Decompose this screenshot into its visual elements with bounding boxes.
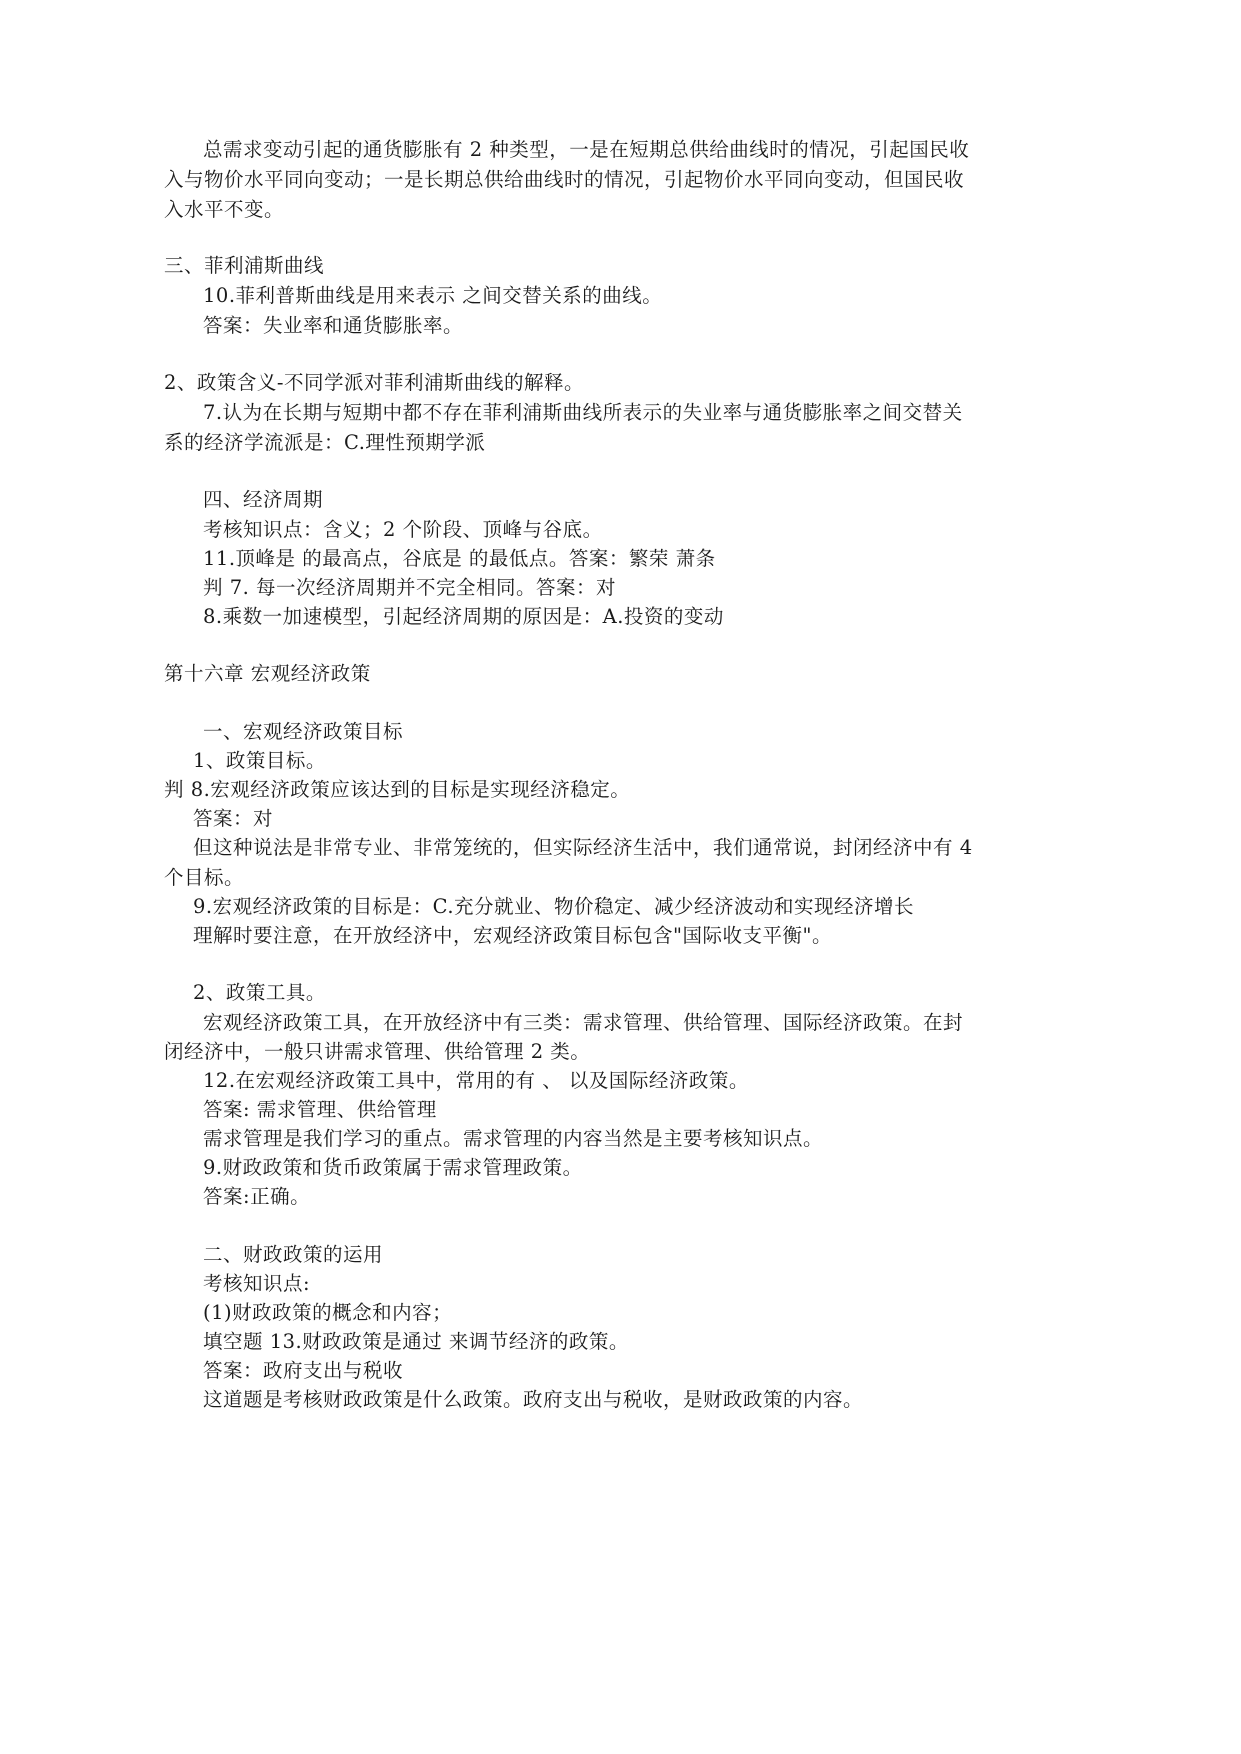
question-line: 11.顶峰是 的最高点，谷底是 的最低点。答案：繁荣 萧条 (203, 547, 716, 570)
subsection-heading: 1、政策目标。 (193, 749, 326, 772)
text-line: 宏观经济政策工具，在开放经济中有三类：需求管理、供给管理、国际经济政策。在封 (203, 1011, 964, 1034)
text-line: 个目标。 (164, 866, 245, 889)
subsection-heading: 2、政策工具。 (193, 981, 326, 1004)
text-line: (1)财政政策的概念和内容； (203, 1301, 453, 1324)
text-line: 但这种说法是非常专业、非常笼统的，但实际经济生活中，我们通常说，封闭经济中有 4 (193, 836, 973, 859)
section-heading: 三、菲利浦斯曲线 (164, 254, 325, 277)
text-line: 总需求变动引起的通货膨胀有 2 种类型，一是在短期总供给曲线时的情况，引起国民收 (203, 138, 970, 161)
answer-line: 答案：对 (193, 807, 274, 830)
question-line: 8.乘数一加速模型，引起经济周期的原因是：A.投资的变动 (203, 605, 724, 628)
question-line: 10.菲利普斯曲线是用来表示 之间交替关系的曲线。 (203, 284, 663, 307)
text-line: 理解时要注意，在开放经济中，宏观经济政策目标包含"国际收支平衡"。 (193, 924, 832, 947)
text-line: 考核知识点: (203, 1272, 311, 1295)
answer-line: 答案:正确。 (203, 1185, 311, 1208)
text-line: 入水平不变。 (164, 198, 285, 221)
question-line: 填空题 13.财政政策是通过 来调节经济的政策。 (203, 1330, 629, 1353)
section-heading: 四、经济周期 (203, 488, 324, 511)
text-line: 这道题是考核财政政策是什么政策。政府支出与税收，是财政政策的内容。 (203, 1388, 864, 1411)
answer-line: 答案：失业率和通货膨胀率。 (203, 314, 464, 337)
question-line: 7.认为在长期与短期中都不存在菲利浦斯曲线所表示的失业率与通货膨胀率之间交替关 (203, 401, 963, 424)
text-line: 考核知识点：含义；2 个阶段、顶峰与谷底。 (203, 518, 603, 541)
question-line: 9.宏观经济政策的目标是：C.充分就业、物价稳定、减少经济波动和实现经济增长 (193, 895, 915, 918)
section-heading: 一、宏观经济政策目标 (203, 720, 404, 743)
question-line: 判 7. 每一次经济周期并不完全相同。答案：对 (203, 576, 617, 599)
question-line: 判 8.宏观经济政策应该达到的目标是实现经济稳定。 (164, 778, 631, 801)
answer-line: 答案: 需求管理、供给管理 (203, 1098, 437, 1121)
section-heading: 2、政策含义-不同学派对菲利浦斯曲线的解释。 (164, 371, 584, 394)
question-line: 12.在宏观经济政策工具中，常用的有 、 以及国际经济政策。 (203, 1069, 749, 1092)
text-line: 入与物价水平同向变动；一是长期总供给曲线时的情况，引起物价水平同向变动，但国民收 (164, 168, 965, 191)
question-line: 9.财政政策和货币政策属于需求管理政策。 (203, 1156, 583, 1179)
chapter-title: 第十六章 宏观经济政策 (164, 662, 371, 685)
answer-line: 答案：政府支出与税收 (203, 1359, 404, 1382)
text-line: 需求管理是我们学习的重点。需求管理的内容当然是主要考核知识点。 (203, 1127, 824, 1150)
section-heading: 二、财政政策的运用 (203, 1243, 384, 1266)
text-line: 闭经济中，一般只讲需求管理、供给管理 2 类。 (164, 1040, 591, 1063)
question-line: 系的经济学流派是：C.理性预期学派 (164, 431, 486, 454)
